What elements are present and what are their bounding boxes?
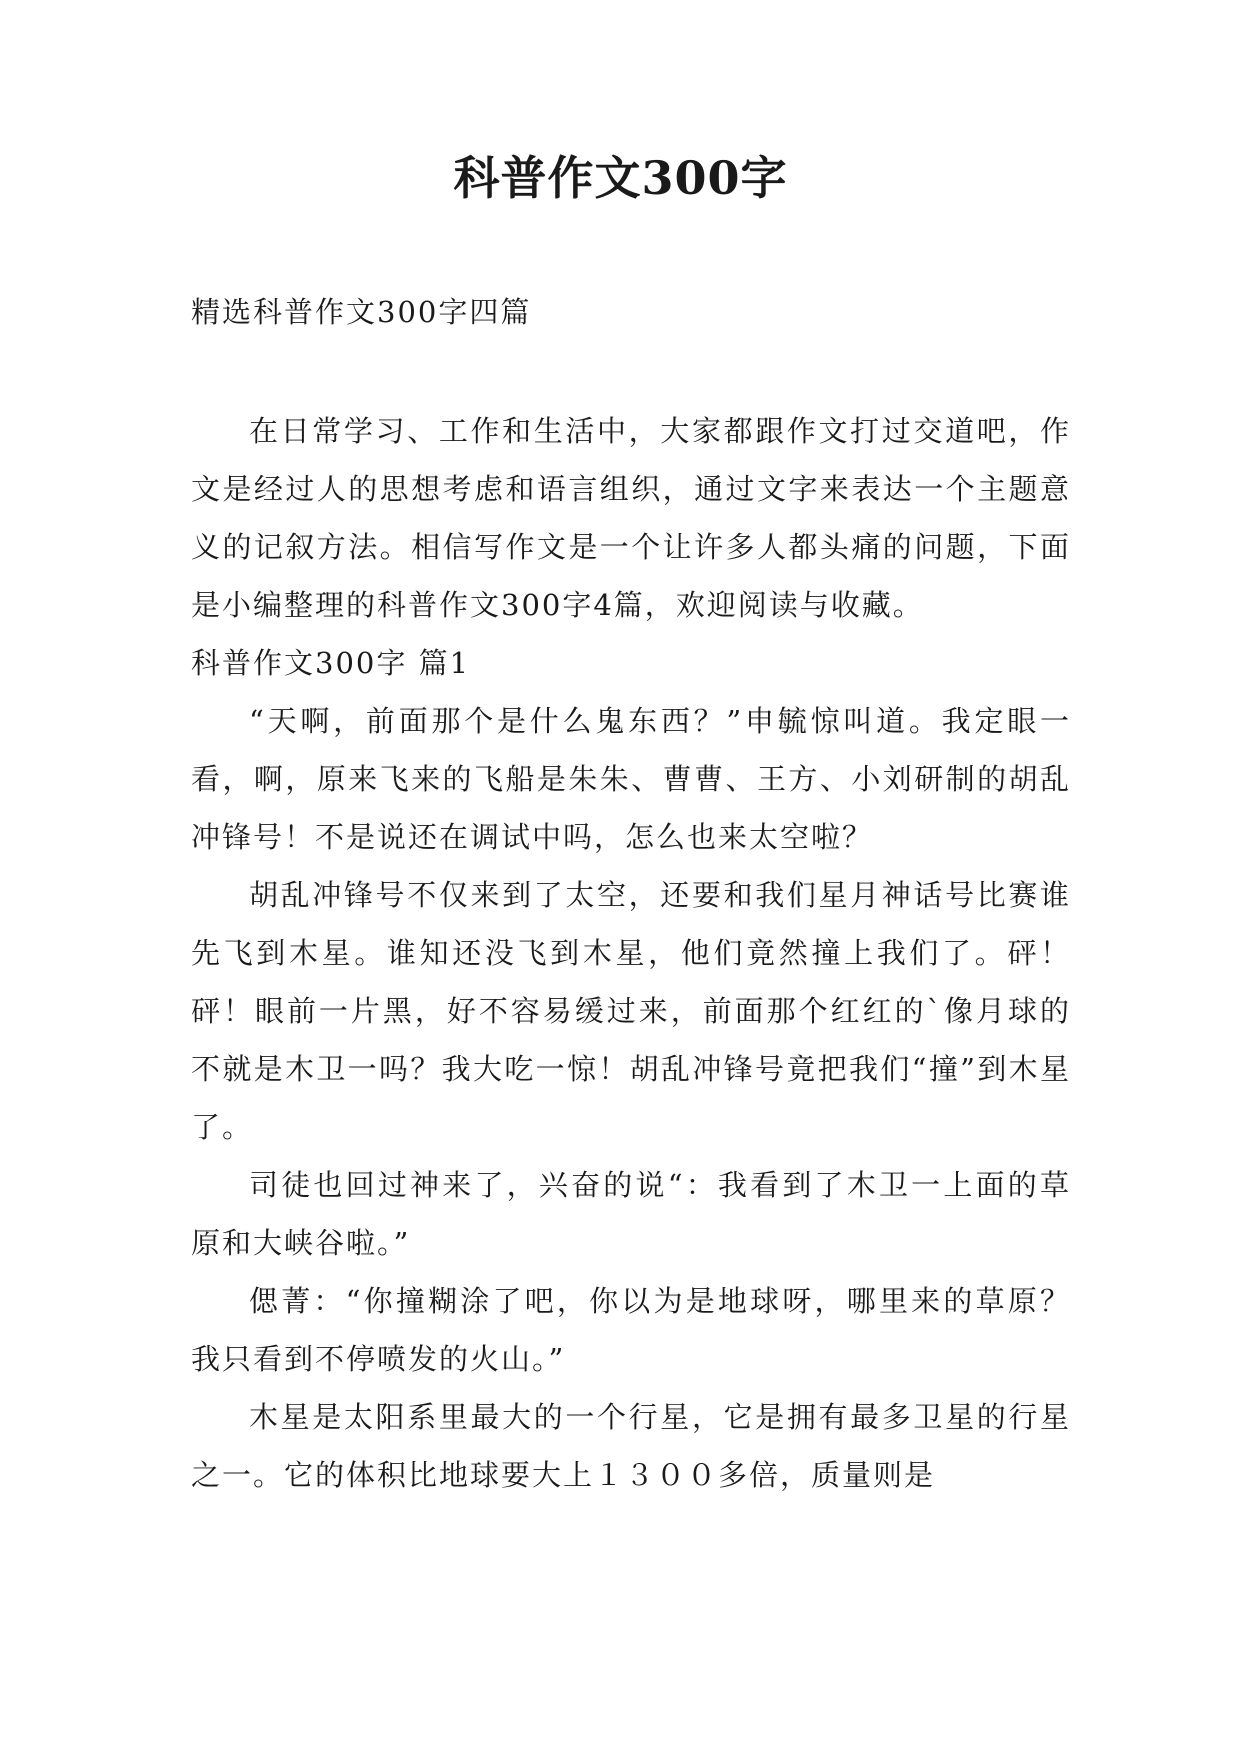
body-paragraph: 偲菁：“你撞糊涂了吧，你以为是地球呀，哪里来的草原？我只看到不停喷发的火山。” [191,1284,1071,1376]
body-paragraph: 胡乱冲锋号不仅来到了太空，还要和我们星月神话号比赛谁先飞到木星。谁知还没飞到木星，他们竟然撞上我们了。砰！砰！眼前一片黑，好不容易缓过来，前面那个红红的`像月球的不就是木卫一吗？我大吃一惊！胡乱冲锋号竟把我们“撞”到木星了。 [191,878,1071,1144]
document-title: 科普作文300字 [453,151,788,205]
section-heading: 科普作文300字 篇1 [191,646,471,680]
document-body [191,402,1071,1504]
document-subtitle: 精选科普作文300字四篇 [191,295,532,329]
body-paragraph: 司徒也回过神来了，兴奋的说“：我看到了木卫一上面的草原和大峡谷啦。” [191,1168,1071,1260]
intro-paragraph: 在日常学习、工作和生活中，大家都跟作文打过交道吧，作文是经过人的思想考虑和语言组织，通过文字来表达一个主题意义的记叙方法。相信写作文是一个让许多人都头痛的问题，下面是小编整理的科普作文300字4篇，欢迎阅读与收藏。 [191,414,1071,622]
body-paragraph: “天啊，前面那个是什么鬼东西？”申毓惊叫道。我定眼一看，啊，原来飞来的飞船是朱朱、曹曹、王方、小刘研制的胡乱冲锋号！不是说还在调试中吗，怎么也来太空啦？ [191,704,1071,854]
body-paragraph: 木星是太阳系里最大的一个行星，它是拥有最多卫星的行星之一。它的体积比地球要大上１３００多倍，质量则是 [191,1400,1071,1492]
